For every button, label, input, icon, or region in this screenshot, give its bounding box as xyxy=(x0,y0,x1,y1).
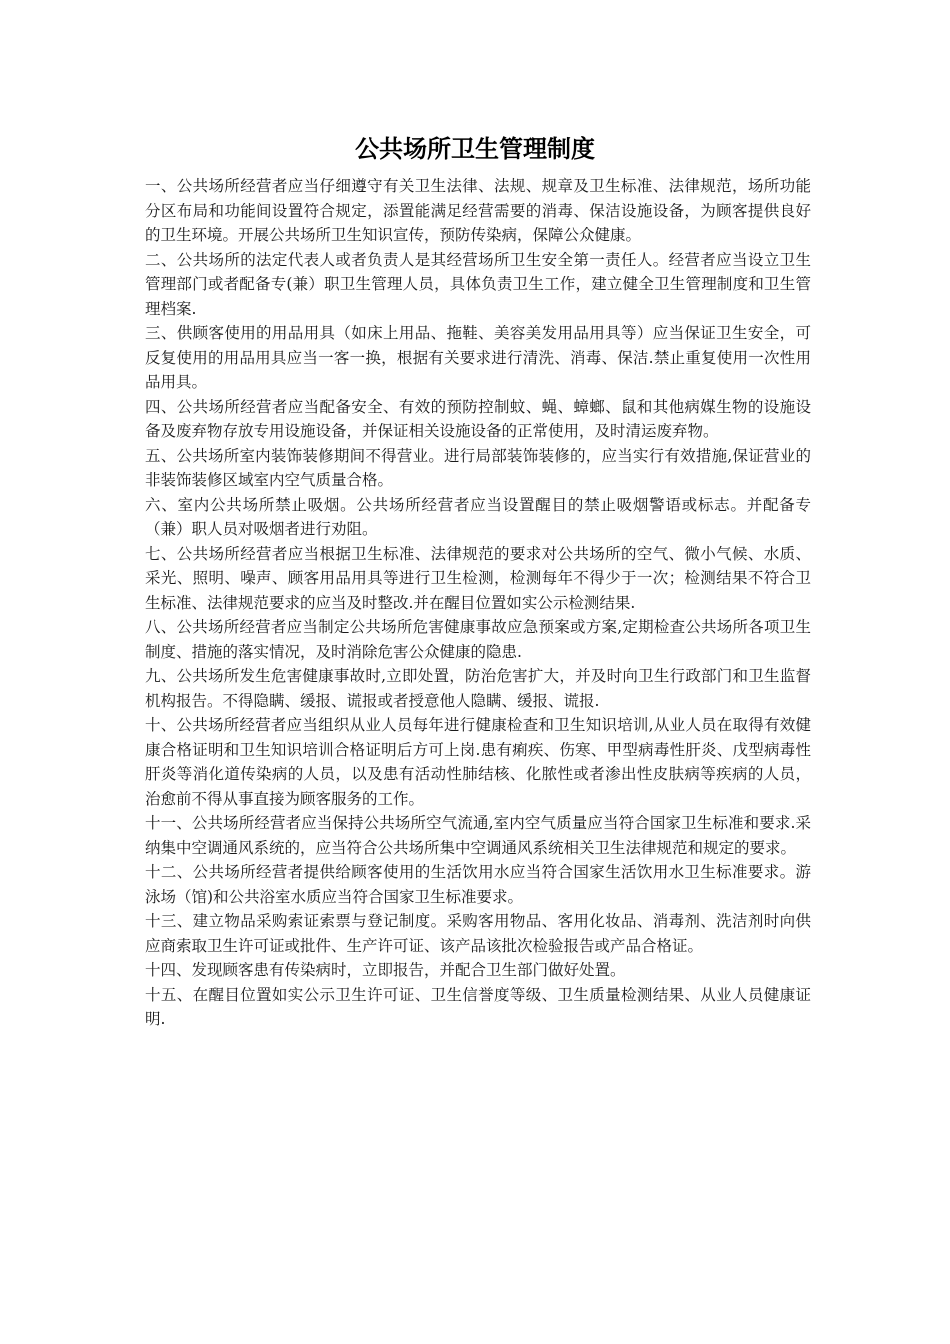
paragraph-2: 二、公共场所的法定代表人或者负责人是其经营场所卫生安全第一责任人。经营者应当设立卫生管理部门或者配备专(兼）职卫生管理人员，具体负责卫生工作，建立健全卫生管理制度和卫生管理档案. xyxy=(145,250,811,318)
paragraph-11: 十一、公共场所经营者应当保持公共场所空气流通,室内空气质量应当符合国家卫生标准和要求.采纳集中空调通风系统的，应当符合公共场所集中空调通风系统相关卫生法律规范和规定的要求。 xyxy=(145,814,811,857)
paragraph-9: 九、公共场所发生危害健康事故时,立即处置，防治危害扩大，并及时向卫生行政部门和卫生监督机构报告。不得隐瞒、缓报、谎报或者授意他人隐瞒、缓报、谎报. xyxy=(145,667,811,710)
paragraph-5: 五、公共场所室内装饰装修期间不得营业。进行局部装饰装修的，应当实行有效措施,保证营业的非装饰装修区域室内空气质量合格。 xyxy=(145,446,811,489)
paragraph-7: 七、公共场所经营者应当根据卫生标准、法律规范的要求对公共场所的空气、微小气候、水质、采光、照明、噪声、顾客用品用具等进行卫生检测，检测每年不得少于一次；检测结果不符合卫生标准、法律规范要求的应当及时整改.并在醒目位置如实公示检测结果. xyxy=(145,544,811,612)
paragraph-12: 十二、公共场所经营者提供给顾客使用的生活饮用水应当符合国家生活饮用水卫生标准要求。游泳场（馆)和公共浴室水质应当符合国家卫生标准要求。 xyxy=(145,863,811,906)
paragraph-14: 十四、发现顾客患有传染病时，立即报告，并配合卫生部门做好处置。 xyxy=(145,961,626,979)
paragraph-15: 十五、在醒目位置如实公示卫生许可证、卫生信誉度等级、卫生质量检测结果、从业人员健康证明. xyxy=(145,985,811,1028)
paragraph-6: 六、室内公共场所禁止吸烟。公共场所经营者应当设置醒目的禁止吸烟警语或标志。并配备专（兼）职人员对吸烟者进行劝阻。 xyxy=(145,495,811,538)
document-title: 公共场所卫生管理制度 xyxy=(355,135,595,163)
document-body xyxy=(145,174,811,1032)
paragraph-4: 四、公共场所经营者应当配备安全、有效的预防控制蚊、蝇、蟑螂、鼠和其他病媒生物的设施设备及废弃物存放专用设施设备，并保证相关设施设备的正常使用，及时清运废弃物。 xyxy=(145,397,811,440)
paragraph-8: 八、公共场所经营者应当制定公共场所危害健康事故应急预案或方案,定期检查公共场所各项卫生制度、措施的落实情况，及时消除危害公众健康的隐患. xyxy=(145,618,811,661)
paragraph-10: 十、公共场所经营者应当组织从业人员每年进行健康检查和卫生知识培训,从业人员在取得有效健康合格证明和卫生知识培训合格证明后方可上岗.患有痢疾、伤寒、甲型病毒性肝炎、戊型病毒性肝炎等消化道传染病的人员，以及患有活动性肺结核、化脓性或者渗出性皮肤病等疾病的人员，治愈前不得从事直接为顾客服务的工作。 xyxy=(145,716,811,808)
paragraph-1: 一、公共场所经营者应当仔细遵守有关卫生法律、法规、规章及卫生标准、法律规范，场所功能分区布局和功能间设置符合规定，添置能满足经营需要的消毒、保洁设施设备，为顾客提供良好的卫生环境。开展公共场所卫生知识宣传，预防传染病，保障公众健康。 xyxy=(145,177,811,244)
paragraph-3: 三、供顾客使用的用品用具（如床上用品、拖鞋、美容美发用品用具等）应当保证卫生安全，可反复使用的用品用具应当一客一换，根据有关要求进行清洗、消毒、保洁.禁止重复使用一次性用品用具。 xyxy=(145,324,811,391)
paragraph-13: 十三、建立物品采购索证索票与登记制度。采购客用物品、客用化妆品、消毒剂、洗洁剂时向供应商索取卫生许可证或批件、生产许可证、该产品该批次检验报告或产品合格证。 xyxy=(145,912,811,955)
